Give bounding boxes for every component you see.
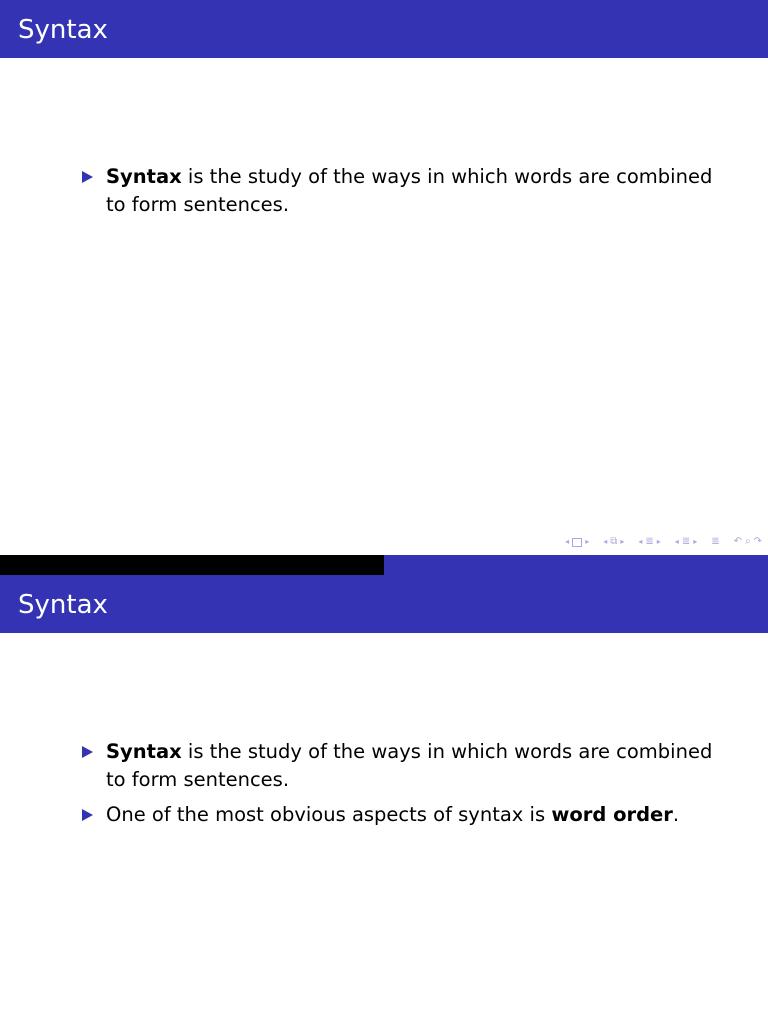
nav-forward-icon[interactable]: ↷ [753,536,762,547]
nav-next-section-icon[interactable]: ▸ [693,537,698,546]
term-bold: word order [551,803,673,826]
nav-next-section-icon[interactable]: ▸ [656,537,661,546]
bullet-list [80,738,720,836]
nav-next-subsection-icon[interactable]: ▸ [620,537,625,546]
nav-prev-section-icon[interactable]: ◂ [674,537,679,546]
list-item [80,163,720,219]
bullet-triangle-icon [82,746,93,758]
nav-next-frame-icon[interactable]: ▸ [585,537,590,546]
item-text: is the study of the ways in which words are combined to form sentences. [106,165,713,216]
item-text: One of the most obvious aspects of syntax is [106,803,552,826]
list-item [80,738,720,794]
nav-prev-subsection-icon[interactable]: ◂ [603,537,608,546]
term-bold: Syntax [106,740,182,763]
bullet-list [80,163,720,226]
list-item [80,801,720,829]
nav-section-icon[interactable]: ≣ [681,536,691,547]
page-separator-dark [0,555,384,575]
frame-title: Syntax [18,590,108,620]
frame-title-bar [0,0,768,58]
nav-subsection-icon[interactable]: ⧉ [610,536,618,547]
nav-section-icon[interactable]: ≣ [645,536,654,547]
bullet-triangle-icon [82,171,93,183]
term-bold: Syntax [106,165,182,188]
slide-2 [0,575,768,1024]
frame-title: Syntax [18,15,108,45]
frame-title-bar [0,575,768,633]
bullet-triangle-icon [82,809,93,821]
nav-align-icon[interactable]: ≣ [711,536,720,547]
beamer-nav-bar [553,535,762,549]
nav-search-icon[interactable]: ⌕ [745,536,751,547]
page-separator-blue [384,555,768,575]
nav-back-icon[interactable]: ↶ [733,536,742,547]
item-text: is the study of the ways in which words are combined to form sentences. [106,740,713,791]
nav-frame-icon[interactable] [572,538,582,547]
nav-prev-frame-icon[interactable]: ◂ [565,537,570,546]
nav-prev-section-icon[interactable]: ◂ [638,537,643,546]
item-text-end: . [672,803,680,826]
